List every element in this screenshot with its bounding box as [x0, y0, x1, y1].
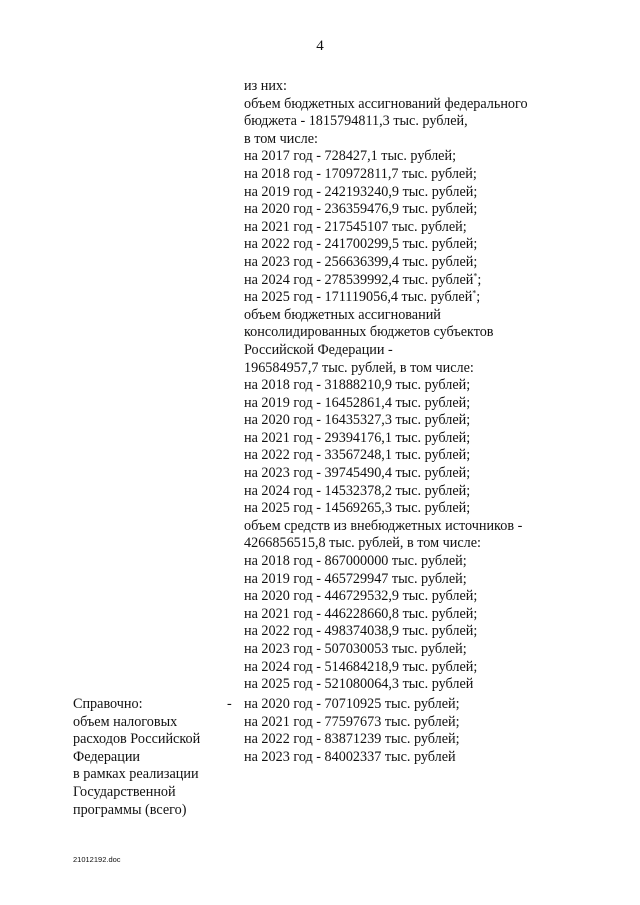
page-number: 4	[316, 38, 324, 54]
text-line-footnoted	[244, 272, 624, 290]
reference-label-line: в рамках реализации	[73, 766, 199, 783]
text-line: на 2022 год - 33567248,1 тыс. рублей;	[244, 447, 471, 464]
text-line: на 2017 год - 728427,1 тыс. рублей;	[244, 148, 457, 165]
text-line: Российской Федерации -	[244, 341, 393, 358]
text-line-footnoted	[244, 289, 624, 307]
reference-value-line: на 2022 год - 83871239 тыс. рублей;	[244, 731, 460, 748]
text-line: бюджета - 1815794811,3 тыс. рублей,	[244, 113, 468, 130]
text-line: на 2018 год - 867000000 тыс. рублей;	[244, 553, 467, 570]
text-line: консолидированных бюджетов субъектов	[244, 324, 494, 341]
footer-filename: 21012192.doc	[73, 855, 121, 864]
text-line-content: на 2025 год - 171119056,4 тыс. рублей	[244, 289, 473, 306]
text-line: на 2022 год - 498374038,9 тыс. рублей;	[244, 623, 478, 640]
text-line: на 2022 год - 241700299,5 тыс. рублей;	[244, 236, 478, 253]
text-line: на 2025 год - 521080064,3 тыс. рублей	[244, 676, 474, 693]
text-line: 4266856515,8 тыс. рублей, в том числе:	[244, 535, 481, 552]
reference-label-line: Справочно:	[73, 696, 143, 712]
reference-label	[73, 696, 223, 819]
reference-label-line: программы (всего)	[73, 801, 187, 818]
text-line: на 2019 год - 242193240,9 тыс. рублей;	[244, 183, 478, 200]
text-line: на 2023 год - 256636399,4 тыс. рублей;	[244, 253, 478, 270]
reference-value-line: на 2021 год - 77597673 тыс. рублей;	[244, 713, 460, 730]
text-line: на 2020 год - 16435327,3 тыс. рублей;	[244, 412, 471, 429]
text-line: 196584957,7 тыс. рублей, в том числе:	[244, 359, 474, 376]
text-line: на 2019 год - 465729947 тыс. рублей;	[244, 570, 467, 587]
reference-label-line: объем налоговых	[73, 713, 178, 730]
semicolon: ;	[476, 289, 481, 306]
financing-block	[244, 78, 624, 694]
text-line: на 2020 год - 236359476,9 тыс. рублей;	[244, 201, 478, 218]
reference-label-line: Федерации	[73, 748, 141, 765]
text-line: на 2019 год - 16452861,4 тыс. рублей;	[244, 394, 471, 411]
text-line: объем бюджетных ассигнований федерального	[244, 95, 528, 112]
text-line: на 2018 год - 170972811,7 тыс. рублей;	[244, 165, 477, 182]
text-line-content: на 2024 год - 278539992,4 тыс. рублей	[244, 271, 474, 288]
reference-value-line: на 2023 год - 84002337 тыс. рублей	[244, 748, 456, 765]
text-line: объем средств из внебюджетных источников -	[244, 517, 523, 534]
text-line: на 2023 год - 39745490,4 тыс. рублей;	[244, 465, 471, 482]
reference-label-line: расходов Российской	[73, 731, 201, 748]
text-line: на 2024 год - 514684218,9 тыс. рублей;	[244, 658, 478, 675]
footnote-mark: *	[472, 288, 477, 298]
text-line: на 2021 год - 446228660,8 тыс. рублей;	[244, 605, 478, 622]
text-line: на 2023 год - 507030053 тыс. рублей;	[244, 641, 467, 657]
reference-dash: -	[227, 696, 232, 712]
text-line: объем бюджетных ассигнований	[244, 306, 441, 323]
reference-values	[244, 696, 624, 766]
text-line: из них:	[244, 78, 287, 94]
text-line: на 2020 год - 446729532,9 тыс. рублей;	[244, 588, 478, 605]
text-line: в том числе:	[244, 130, 318, 147]
text-line: на 2021 год - 29394176,1 тыс. рублей;	[244, 429, 471, 446]
reference-value-line: на 2020 год - 70710925 тыс. рублей;	[244, 696, 460, 712]
text-line: на 2018 год - 31888210,9 тыс. рублей;	[244, 377, 471, 394]
footnote-mark: *	[473, 270, 478, 280]
semicolon: ;	[477, 271, 482, 288]
reference-label-line: Государственной	[73, 783, 176, 800]
text-line: на 2025 год - 14569265,3 тыс. рублей;	[244, 500, 471, 517]
text-line: на 2021 год - 217545107 тыс. рублей;	[244, 218, 467, 235]
text-line: на 2024 год - 14532378,2 тыс. рублей;	[244, 482, 471, 499]
